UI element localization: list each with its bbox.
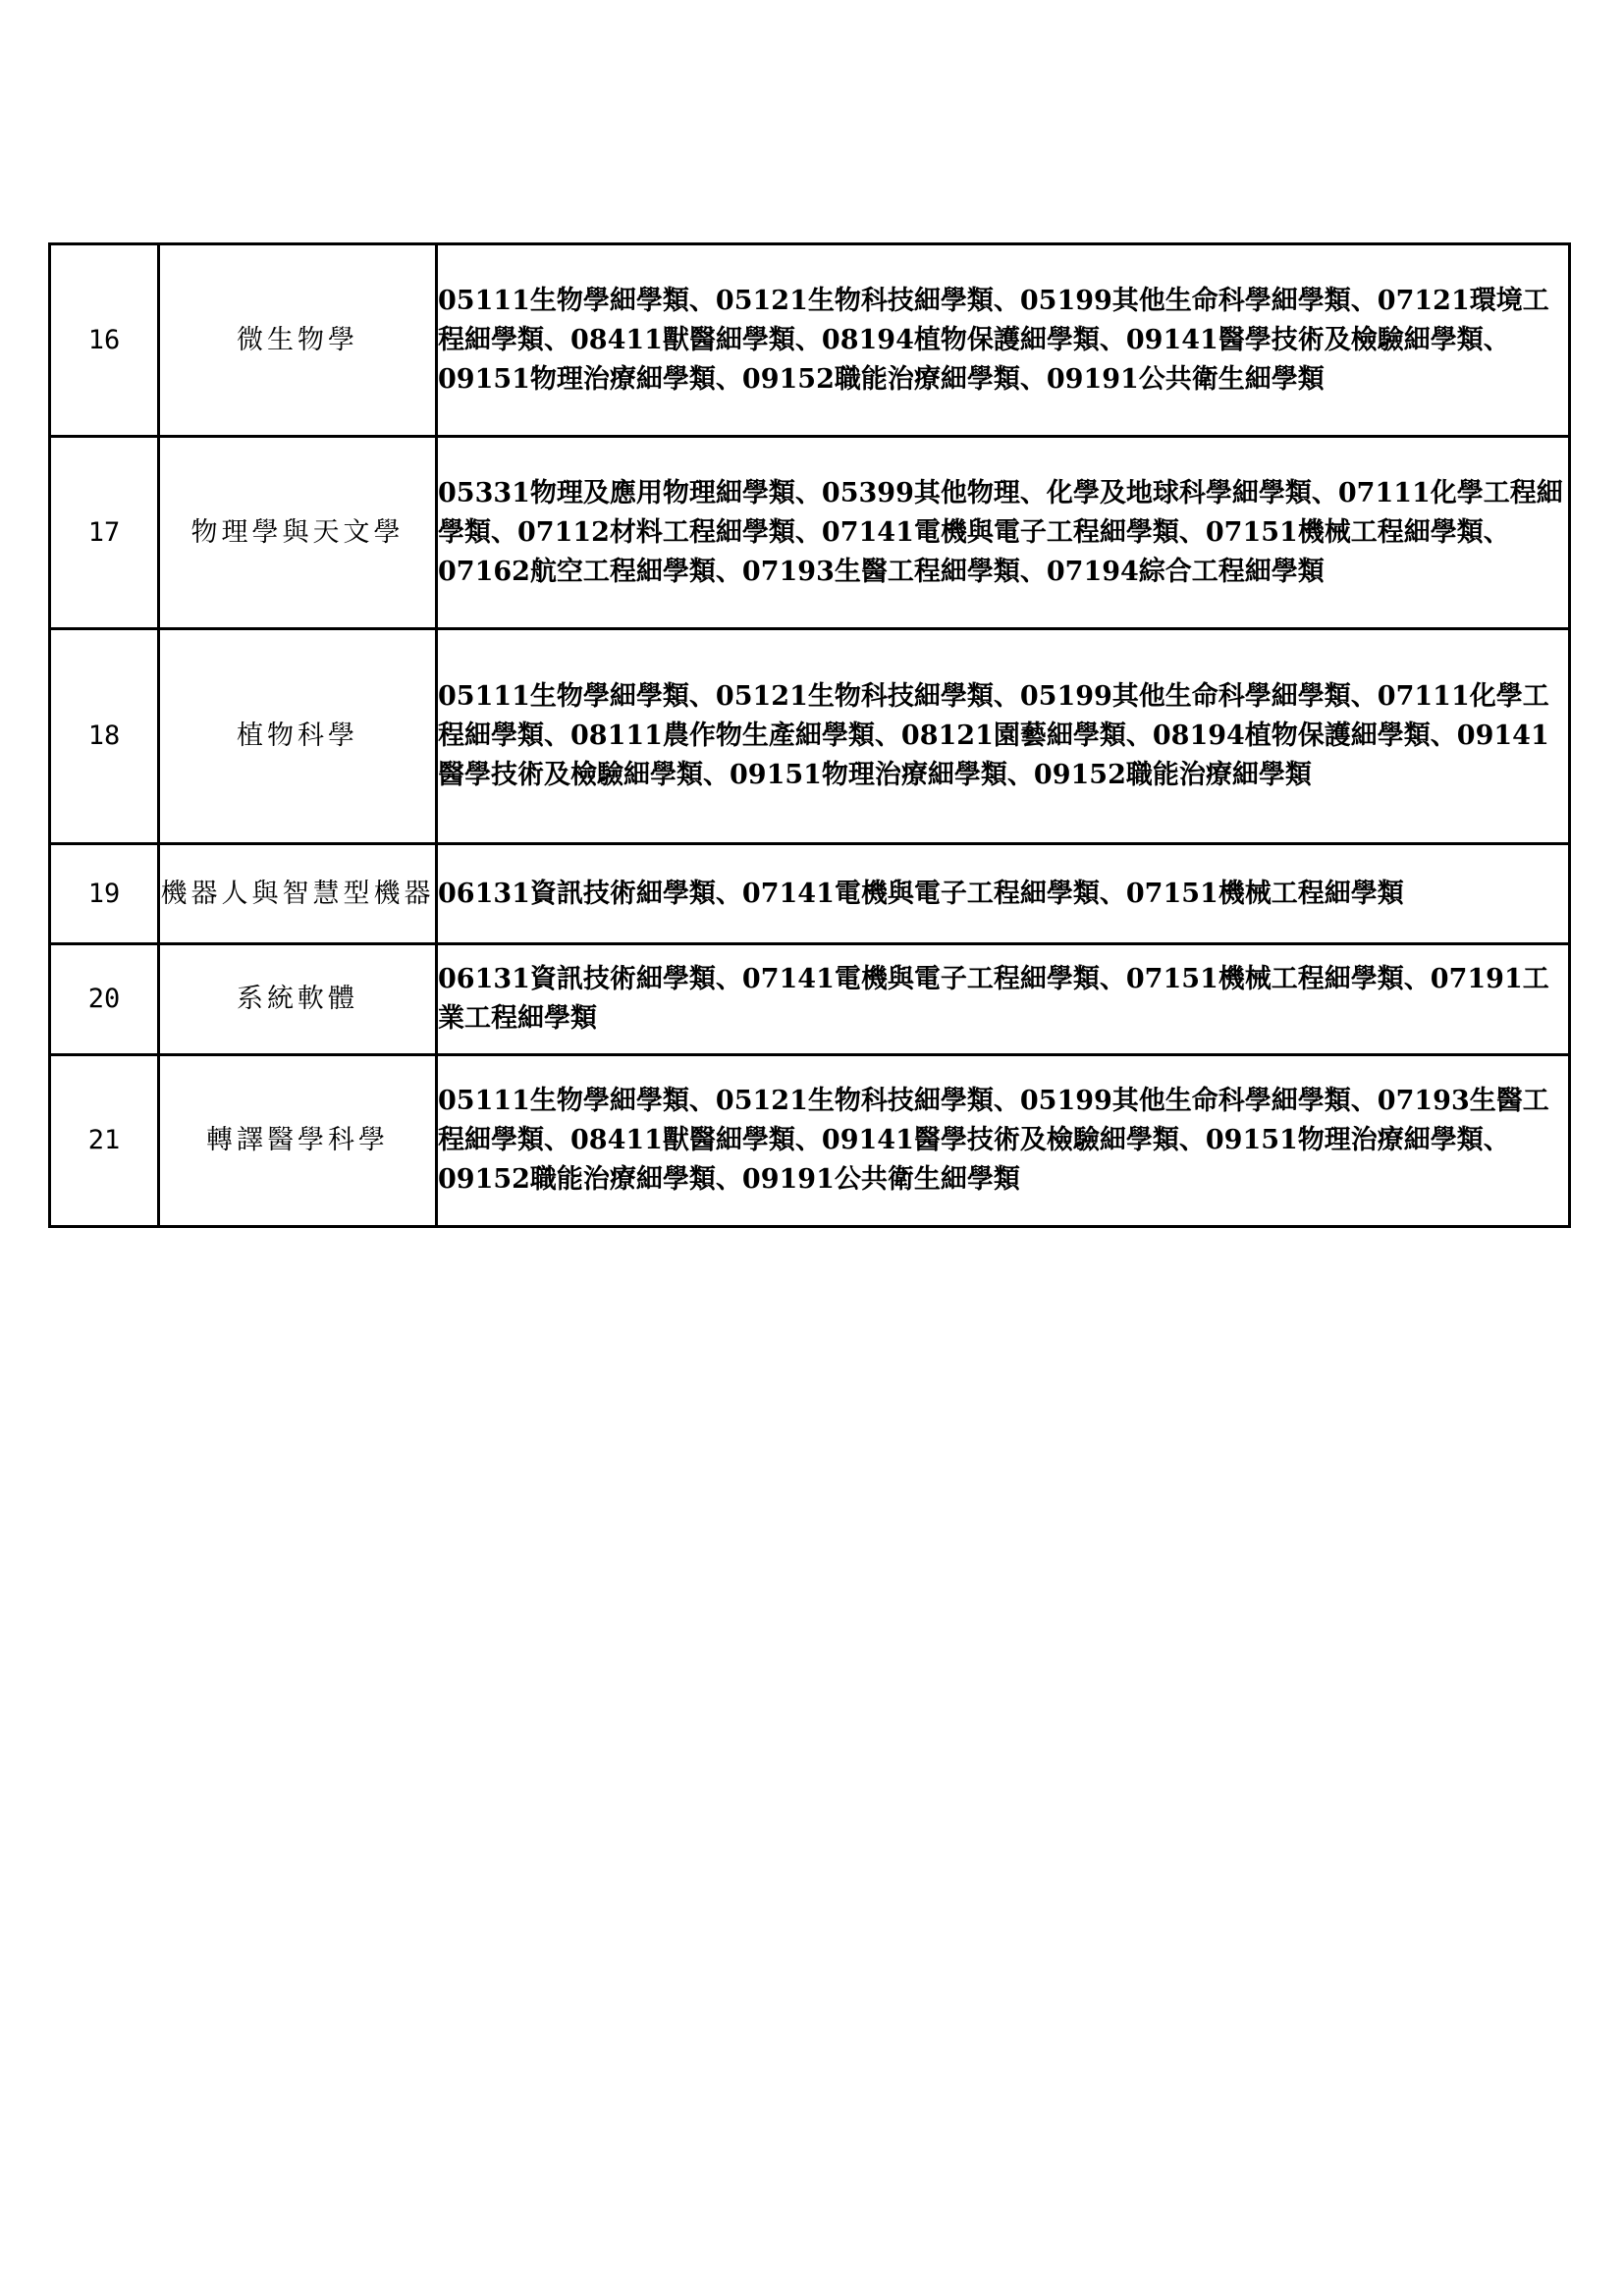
row-number: 19 <box>50 844 159 944</box>
field-name: 植物科學 <box>159 629 437 844</box>
field-name: 物理學與天文學 <box>159 437 437 629</box>
field-name: 轉譯醫學科學 <box>159 1055 437 1227</box>
row-number: 17 <box>50 437 159 629</box>
discipline-codes: 05111生物學細學類、05121生物科技細學類、05199其他生命科學細學類、07111化學工程細學類、08111農作物生產細學類、08121園藝細學類、08194植物保護細學類、09141醫學技術及檢驗細學類、09151物理治療細學類、09152職能治療細學類 <box>437 629 1570 844</box>
field-code-mapping-table <box>48 242 1571 1228</box>
row-number: 18 <box>50 629 159 844</box>
discipline-codes: 05111生物學細學類、05121生物科技細學類、05199其他生命科學細學類、07121環境工程細學類、08411獸醫細學類、08194植物保護細學類、09141醫學技術及檢驗細學類、09151物理治療細學類、09152職能治療細學類、09191公共衛生細學類 <box>437 244 1570 437</box>
discipline-codes: 06131資訊技術細學類、07141電機與電子工程細學類、07151機械工程細學類、07191工業工程細學類 <box>437 944 1570 1055</box>
table-row <box>50 244 1570 437</box>
field-name: 微生物學 <box>159 244 437 437</box>
table-row <box>50 437 1570 629</box>
row-number: 21 <box>50 1055 159 1227</box>
table-row <box>50 844 1570 944</box>
row-number: 20 <box>50 944 159 1055</box>
table-row <box>50 1055 1570 1227</box>
table-row <box>50 944 1570 1055</box>
discipline-codes: 05111生物學細學類、05121生物科技細學類、05199其他生命科學細學類、07193生醫工程細學類、08411獸醫細學類、09141醫學技術及檢驗細學類、09151物理治療細學類、09152職能治療細學類、09191公共衛生細學類 <box>437 1055 1570 1227</box>
discipline-codes: 05331物理及應用物理細學類、05399其他物理、化學及地球科學細學類、07111化學工程細學類、07112材料工程細學類、07141電機與電子工程細學類、07151機械工程細學類、07162航空工程細學類、07193生醫工程細學類、07194綜合工程細學類 <box>437 437 1570 629</box>
field-name: 機器人與智慧型機器 <box>159 844 437 944</box>
discipline-codes: 06131資訊技術細學類、07141電機與電子工程細學類、07151機械工程細學類 <box>437 844 1570 944</box>
row-number: 16 <box>50 244 159 437</box>
table-row <box>50 629 1570 844</box>
field-name: 系統軟體 <box>159 944 437 1055</box>
